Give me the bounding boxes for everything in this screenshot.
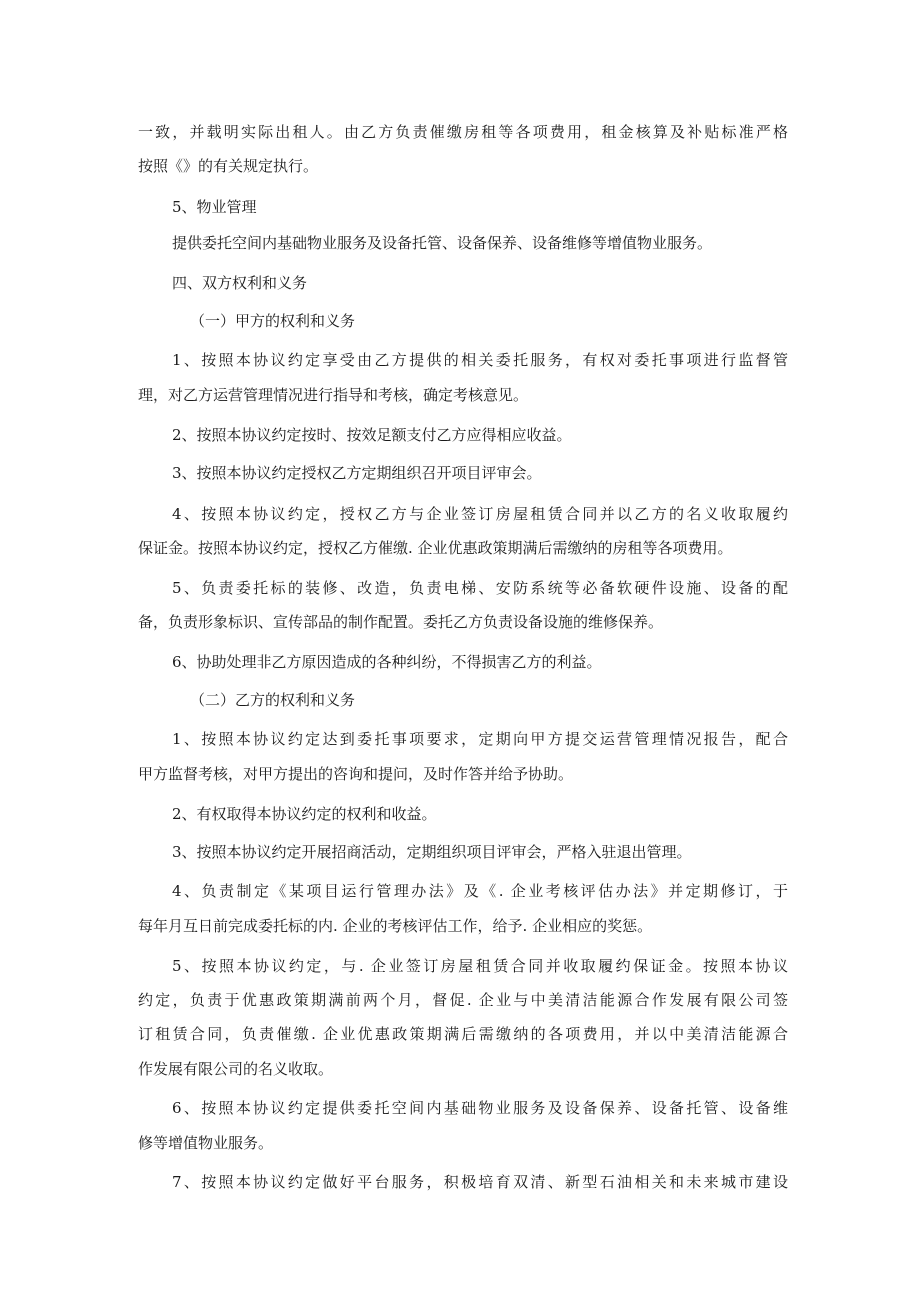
paragraph-line: 订租赁合同，负责催缴. 企业优惠政策期满后需缴纳的各项费用，并以中美清洁能源合 [138,1025,788,1043]
paragraph-line: 一致，并载明实际出租人。由乙方负责催缴房租等各项费用，租金核算及补贴标准严格 [138,123,788,141]
section-heading: 5、物业管理 [172,198,257,216]
paragraph-line: 6、协助处理非乙方原因造成的各种纠纷，不得损害乙方的利益。 [172,653,602,671]
subsection-heading: （二）乙方的权利和义务 [190,691,356,709]
paragraph-line: 3、按照本协议约定开展招商活动，定期组织项目评审会，严格入驻退出管理。 [172,843,692,861]
paragraph-line: 修等增值物业服务。 [138,1134,274,1152]
paragraph-line: 1、按照本协议约定达到委托事项要求，定期向甲方提交运营管理情况报告，配合 [172,730,788,748]
paragraph-line: 约定，负责于优惠政策期满前两个月，督促. 企业与中美清洁能源合作发展有限公司签 [138,991,788,1009]
paragraph-line: 备，负责形象标识、宣传部品的制作配置。委托乙方负责设备设施的维修保养。 [138,613,664,631]
paragraph-line: 4、负责制定《某项目运行管理办法》及《. 企业考核评估办法》并定期修订，于 [172,882,788,900]
paragraph-line: 甲方监督考核，对甲方提出的咨询和提问，及时作答并给予协助。 [138,765,574,783]
paragraph-line: 5、负责委托标的装修、改造，负责电梯、安防系统等必备软硬件设施、设备的配 [172,579,788,597]
paragraph-line: 7、按照本协议约定做好平台服务，积极培育双清、新型石油相关和未来城市建设 [172,1173,788,1191]
paragraph-line: 2、按照本协议约定按时、按效足额支付乙方应得相应收益。 [172,426,572,444]
chapter-heading: 四、双方权利和义务 [172,274,308,292]
paragraph-line: 按照《》的有关规定执行。 [138,157,319,175]
paragraph-line: 5、按照本协议约定，与. 企业签订房屋租赁合同并收取履约保证金。按照本协议 [172,957,788,975]
paragraph-line: 6、按照本协议约定提供委托空间内基础物业服务及设备保养、设备托管、设备维 [172,1099,788,1117]
paragraph-line: 2、有权取得本协议约定的权利和收益。 [172,805,437,823]
paragraph-line: 每年月互日前完成委托标的内. 企业的考核评估工作，给予. 企业相应的奖惩。 [138,917,653,935]
paragraph-line: 作发展有限公司的名义收取。 [138,1060,334,1078]
paragraph-line: 理，对乙方运营管理情况进行指导和考核，确定考核意见。 [138,386,529,404]
paragraph-line: 保证金。按照本协议约定，授权乙方催缴. 企业优惠政策期满后需缴纳的房租等各项费用。 [138,539,733,557]
paragraph-line: 4、按照本协议约定，授权乙方与企业签订房屋租赁合同并以乙方的名义收取履约 [172,505,788,523]
subsection-heading: （一）甲方的权利和义务 [190,312,356,330]
paragraph-line: 3、按照本协议约定授权乙方定期组织召开项目评审会。 [172,464,542,482]
paragraph-line: 提供委托空间内基础物业服务及设备托管、设备保养、设备维修等增值物业服务。 [172,234,713,252]
paragraph-line: 1、按照本协议约定享受由乙方提供的相关委托服务，有权对委托事项进行监督管 [172,351,788,369]
